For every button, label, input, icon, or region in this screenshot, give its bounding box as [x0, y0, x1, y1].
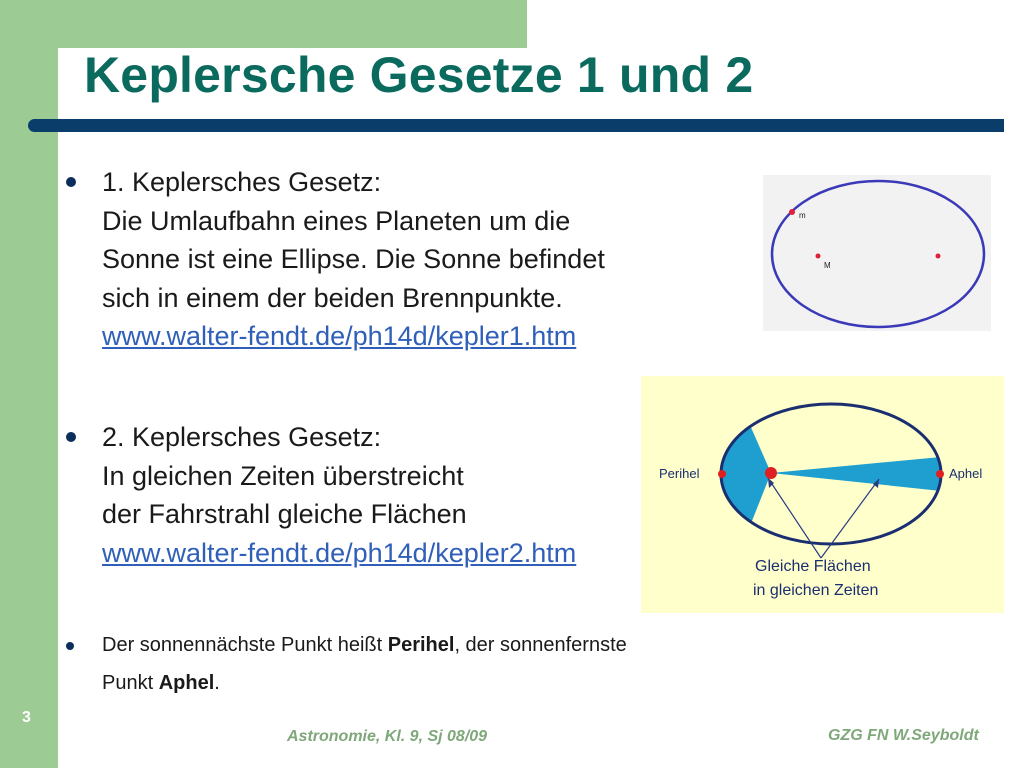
note-text-d: . [214, 672, 220, 694]
note-line1 [102, 626, 627, 664]
note-perihel: Perihel [387, 634, 455, 656]
caption-line2: in gleichen Zeiten [753, 582, 879, 599]
law1-block [102, 163, 605, 356]
top-green-band [0, 0, 527, 48]
aphel-label: Aphel [949, 466, 983, 481]
left-green-band [0, 0, 58, 768]
slide-title: Keplersche Gesetze 1 und 2 [84, 47, 754, 103]
perihel-dot [718, 470, 726, 478]
law1-line1: Die Umlaufbahn eines Planeten um die [102, 205, 571, 236]
aphel-sector [771, 456, 951, 492]
bullet-law2 [66, 432, 76, 442]
second-focus-dot [936, 254, 941, 259]
law2-line2: der Fahrstrahl gleiche Flächen [102, 499, 467, 529]
ellipse-figure [763, 175, 991, 331]
law2-block [102, 418, 576, 572]
second-law-figure [641, 376, 1004, 613]
law2-heading: 2. Keplersches Gesetz: [102, 422, 382, 452]
note-aphel: Aphel [158, 672, 215, 694]
footer-course: Astronomie, Kl. 9, Sj 08/09 [287, 728, 488, 745]
arrow-line-right [821, 479, 879, 558]
note-text-c: Punkt [102, 672, 159, 694]
planet-label: m [799, 211, 806, 220]
footer-author: GZG FN W.Seyboldt [828, 727, 979, 744]
slide-number: 3 [22, 709, 31, 726]
sun-label: M [824, 261, 831, 270]
orbit-ellipse [772, 181, 984, 327]
note-text-a: Der sonnennächste Punkt heißt [102, 634, 388, 656]
title-rule [28, 119, 1004, 132]
perihel-label: Perihel [659, 466, 700, 481]
bullet-law1 [66, 177, 76, 187]
aphel-dot [936, 470, 944, 478]
law1-line2: Sonne ist eine Ellipse. Die Sonne befindet [102, 244, 605, 274]
sun-symbol [765, 467, 777, 479]
note-line2 [102, 664, 627, 702]
law2-line1: In gleichen Zeiten überstreicht [102, 460, 464, 491]
law2-link[interactable]: www.walter-fendt.de/ph14d/kepler2.htm [102, 537, 577, 568]
caption-line1: Gleiche Flächen [755, 558, 871, 575]
law1-link[interactable]: www.walter-fendt.de/ph14d/kepler1.htm [102, 321, 577, 351]
arrow-line-left [768, 478, 821, 558]
planet-dot [789, 209, 795, 215]
note-block [102, 626, 627, 702]
ellipse-svg [763, 175, 991, 331]
law1-heading: 1. Keplersches Gesetz: [102, 167, 382, 197]
law1-line3: sich in einem der beiden Brennpunkte. [102, 282, 563, 313]
bullet-note [66, 642, 74, 650]
sun-focus-dot [816, 254, 821, 259]
second-law-svg [641, 376, 1004, 613]
note-text-b: , der sonnenfernste [454, 634, 627, 656]
